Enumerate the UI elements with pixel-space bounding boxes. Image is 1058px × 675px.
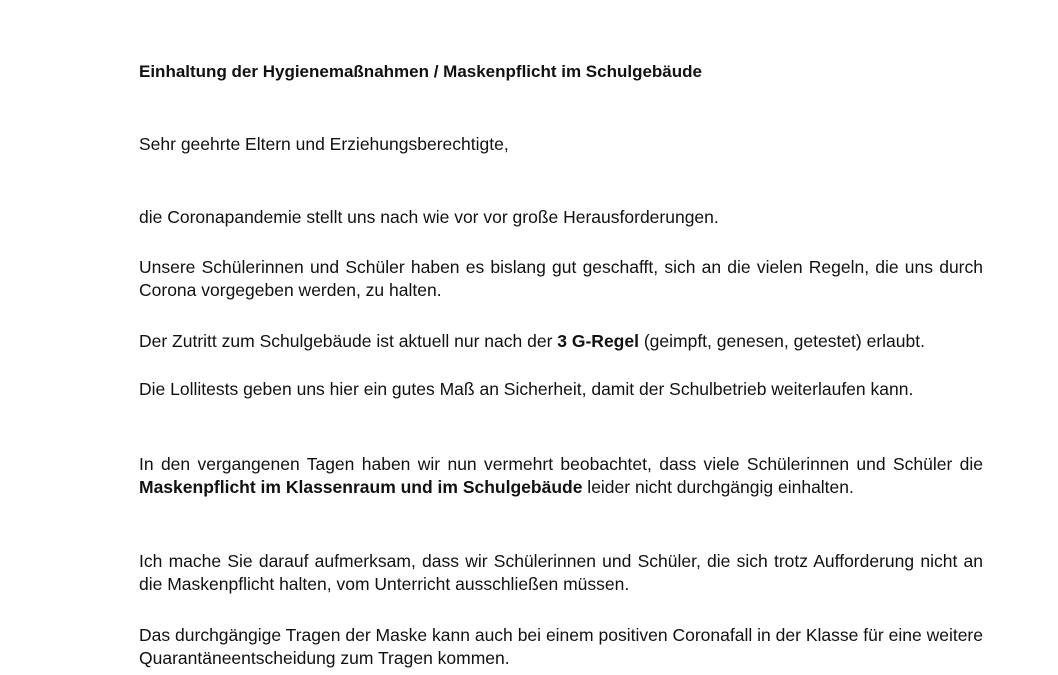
- paragraph-rules: Unsere Schülerinnen und Schüler haben es bislang gut geschafft, sich an die vielen Regeln, die uns durch Corona vorgegeben werden, zu halten.: [139, 257, 983, 300]
- paragraph-exclusion: Ich mache Sie darauf aufmerksam, dass wir Schülerinnen und Schüler, die sich trotz Aufforderung nicht an die Maskenpflicht halten, vom Unterricht ausschließen müssen.: [139, 551, 983, 594]
- access-text-before: Der Zutritt zum Schulgebäude ist aktuell nur nach der: [139, 331, 558, 351]
- paragraph-lollitests: Die Lollitests geben uns hier ein gutes Maß an Sicherheit, damit der Schulbetrieb weiterlaufen kann.: [139, 379, 914, 399]
- letter-title: Einhaltung der Hygienemaßnahmen / Maskenpflicht im Schulgebäude: [139, 62, 702, 81]
- paragraph-quarantine: Das durchgängige Tragen der Maske kann auch bei einem positiven Coronafall in der Klasse für eine weitere Quarantäneentscheidung zum Tragen kommen.: [139, 625, 983, 668]
- access-rule-bold: 3 G-Regel: [557, 331, 639, 351]
- paragraph-observation: [139, 453, 983, 499]
- paragraph-intro: die Coronapandemie stellt uns nach wie vor vor große Herausforderungen.: [139, 207, 719, 227]
- observation-text-before: In den vergangenen Tagen haben wir nun vermehrt beobachtet, dass viele Schülerinnen und Schüler die: [139, 454, 983, 474]
- observation-text-after: leider nicht durchgängig einhalten.: [582, 477, 854, 497]
- access-text-after: (geimpft, genesen, getestet) erlaubt.: [638, 331, 925, 351]
- salutation: Sehr geehrte Eltern und Erziehungsberechtigte,: [139, 134, 509, 154]
- paragraph-access: [139, 330, 983, 353]
- mask-rule-bold: Maskenpflicht im Klassenraum und im Schulgebäude: [139, 477, 583, 497]
